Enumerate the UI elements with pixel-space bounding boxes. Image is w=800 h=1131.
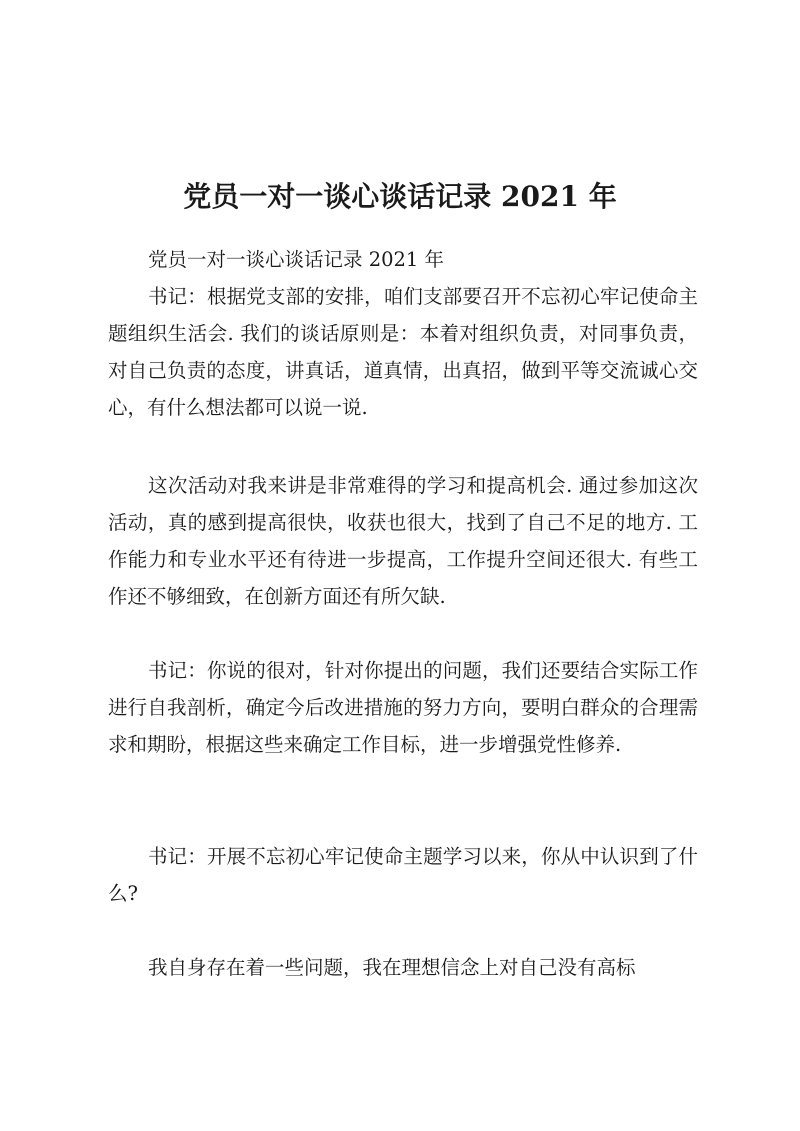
paragraph-member-reply: 这次活动对我来讲是非常难得的学习和提高机会. 通过参加这次活动，真的感到提高很快，收获也很大，找到了自己不足的地方. 工作能力和专业水平还有待进一步提高，工作提升空间还很大. 有些工作还不够细致，在创新方面还有所欠缺. [108, 474, 698, 608]
paragraph-secretary-intro: 书记：根据党支部的安排，咱们支部要召开不忘初心牢记使命主题组织生活会. 我们的谈话原则是：本着对组织负责，对同事负责，对自己负责的态度，讲真话，道真情，出真招，做到平等交流诚心交心，有什么想法都可以说一说. [108, 285, 698, 419]
subtitle-paragraph: 党员一对一谈心谈话记录 2021 年 [148, 248, 445, 271]
paragraph-member-answer: 我自身存在着一些问题，我在理想信念上对自己没有高标 [148, 956, 636, 979]
document-title: 党员一对一谈心谈话记录 2021 年 [183, 179, 617, 213]
paragraph-secretary-question: 书记：开展不忘初心牢记使命主题学习以来，你从中认识到了什么? [108, 845, 698, 905]
paragraph-secretary-response: 书记：你说的很对，针对你提出的问题，我们还要结合实际工作进行自我剖析，确定今后改进措施的努力方向，要明白群众的合理需求和期盼，根据这些来确定工作目标，进一步增强党性修养. [108, 659, 698, 756]
